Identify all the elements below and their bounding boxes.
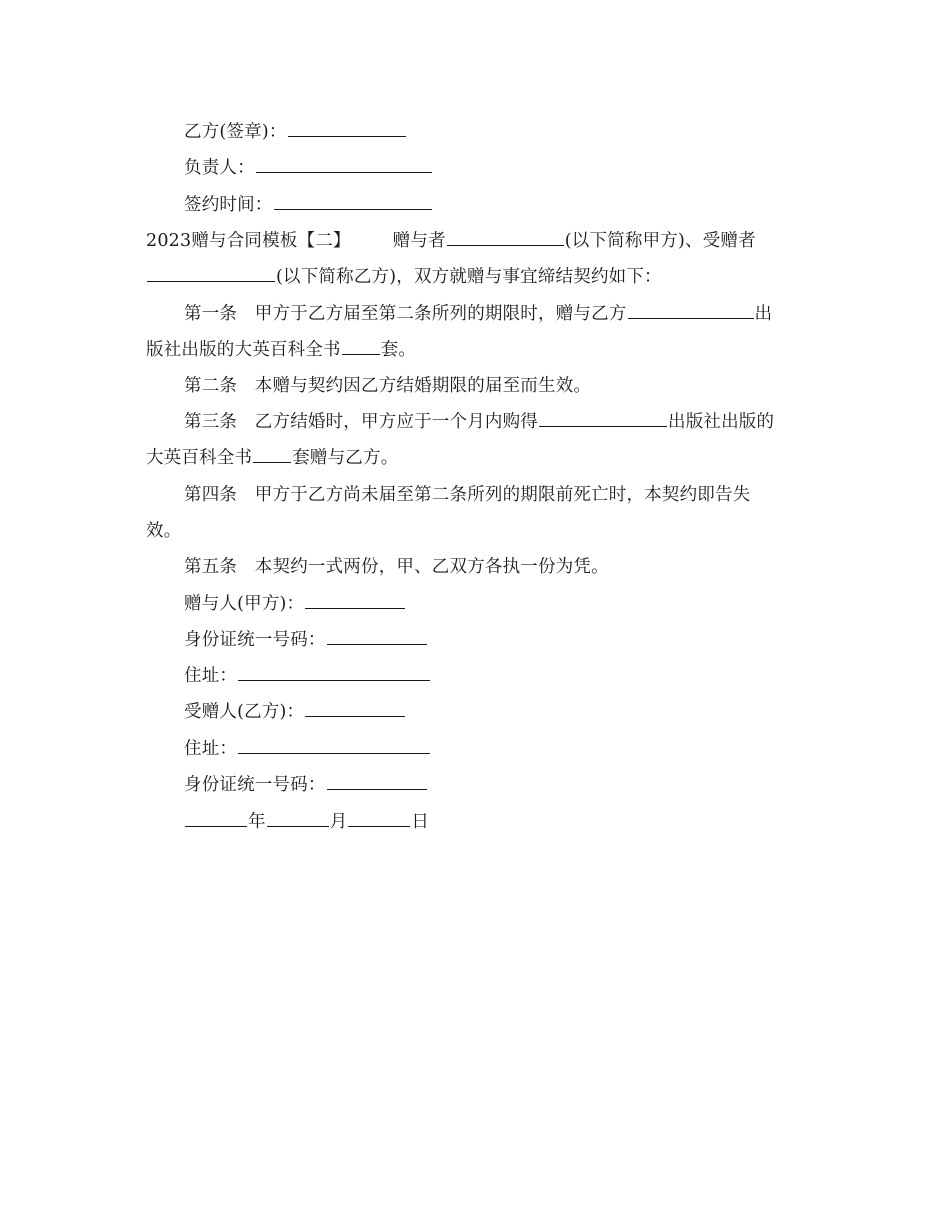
article-2-line xyxy=(184,374,591,398)
donor-line xyxy=(184,592,406,616)
contract-intro-line xyxy=(146,265,662,289)
intro-mid-text: (以下简称甲方)、受赠者 xyxy=(564,231,756,251)
donor-label: 赠与人(甲方)： xyxy=(184,594,305,614)
article-3-text: 第三条 乙方结婚时，甲方应于一个月内购得 xyxy=(184,412,538,432)
party-b-signature-line xyxy=(184,120,407,144)
article-2-text: 第二条 本赠与契约因乙方结婚期限的届至而生效。 xyxy=(184,376,592,396)
donor-id-blank xyxy=(327,628,427,645)
donee-label: 受赠人(乙方)： xyxy=(184,702,305,722)
article-1-quantity-blank xyxy=(342,338,380,355)
donee-id-label: 身份证统一号码： xyxy=(184,775,326,795)
article-1-text-b: 出 xyxy=(754,304,773,324)
article-3-line-2 xyxy=(146,446,398,470)
sign-time-label: 签约时间： xyxy=(184,195,273,215)
article-4-text-b: 效。 xyxy=(146,521,182,541)
donee-line xyxy=(184,700,406,724)
article-4-line-1 xyxy=(184,483,750,507)
donor-intro-label: 赠与者 xyxy=(392,231,446,251)
donee-id-blank xyxy=(327,773,427,790)
article-1-text-d: 套。 xyxy=(380,340,417,360)
article-3-text-c: 大英百科全书 xyxy=(146,448,253,468)
contract-heading-line xyxy=(146,229,756,253)
donor-name-blank xyxy=(447,229,564,246)
article-5-text: 第五条 本契约一式两份，甲、乙双方各执一份为凭。 xyxy=(184,557,609,577)
responsible-person-line xyxy=(184,156,433,180)
year-label: 年 xyxy=(248,812,266,832)
donee-address-line xyxy=(184,737,431,761)
article-4-line-2 xyxy=(146,519,181,543)
donee-blank xyxy=(305,700,405,717)
article-4-text: 第四条 甲方于乙方尚未届至第二条所列的期限前死亡时，本契约即告失 xyxy=(184,485,751,505)
article-3-text-d: 套赠与乙方。 xyxy=(292,448,399,468)
article-1-text-c: 版社出版的大英百科全书 xyxy=(146,340,341,360)
donor-address-label: 住址： xyxy=(184,666,238,686)
donee-name-blank xyxy=(147,265,275,282)
article-3-publisher-blank xyxy=(539,410,667,427)
intro-end-text: (以下简称乙方)，双方就赠与事宜缔结契约如下： xyxy=(276,267,662,287)
day-blank xyxy=(348,810,410,827)
party-b-signature-blank xyxy=(288,120,406,137)
responsible-person-blank xyxy=(256,156,432,173)
donor-id-label: 身份证统一号码： xyxy=(184,630,326,650)
donor-address-line xyxy=(184,664,431,688)
article-1-publisher-blank xyxy=(628,302,754,319)
month-blank xyxy=(267,810,329,827)
donor-blank xyxy=(305,592,405,609)
responsible-person-label: 负责人： xyxy=(184,158,255,178)
article-3-quantity-blank xyxy=(253,446,291,463)
article-1-line-1 xyxy=(184,302,772,326)
article-3-line-1 xyxy=(184,410,774,434)
article-1-text: 第一条 甲方于乙方届至第二条所列的期限时，赠与乙方 xyxy=(184,304,627,324)
date-line xyxy=(184,810,429,834)
donee-address-blank xyxy=(238,737,430,754)
donee-address-label: 住址： xyxy=(184,739,238,759)
day-label: 日 xyxy=(411,812,430,832)
donor-address-blank xyxy=(238,664,430,681)
donor-id-line xyxy=(184,628,428,652)
month-label: 月 xyxy=(329,812,348,832)
contract-heading: 2023赠与合同模板【二】 xyxy=(146,231,351,251)
article-3-text-b: 出版社出版的 xyxy=(668,412,775,432)
sign-time-line xyxy=(184,193,433,217)
party-b-signature-label: 乙方(签章)： xyxy=(184,122,287,142)
donee-id-line xyxy=(184,773,428,797)
year-blank xyxy=(185,810,247,827)
article-5-line xyxy=(184,555,609,579)
sign-time-blank xyxy=(274,193,432,210)
article-1-line-2 xyxy=(146,338,416,362)
